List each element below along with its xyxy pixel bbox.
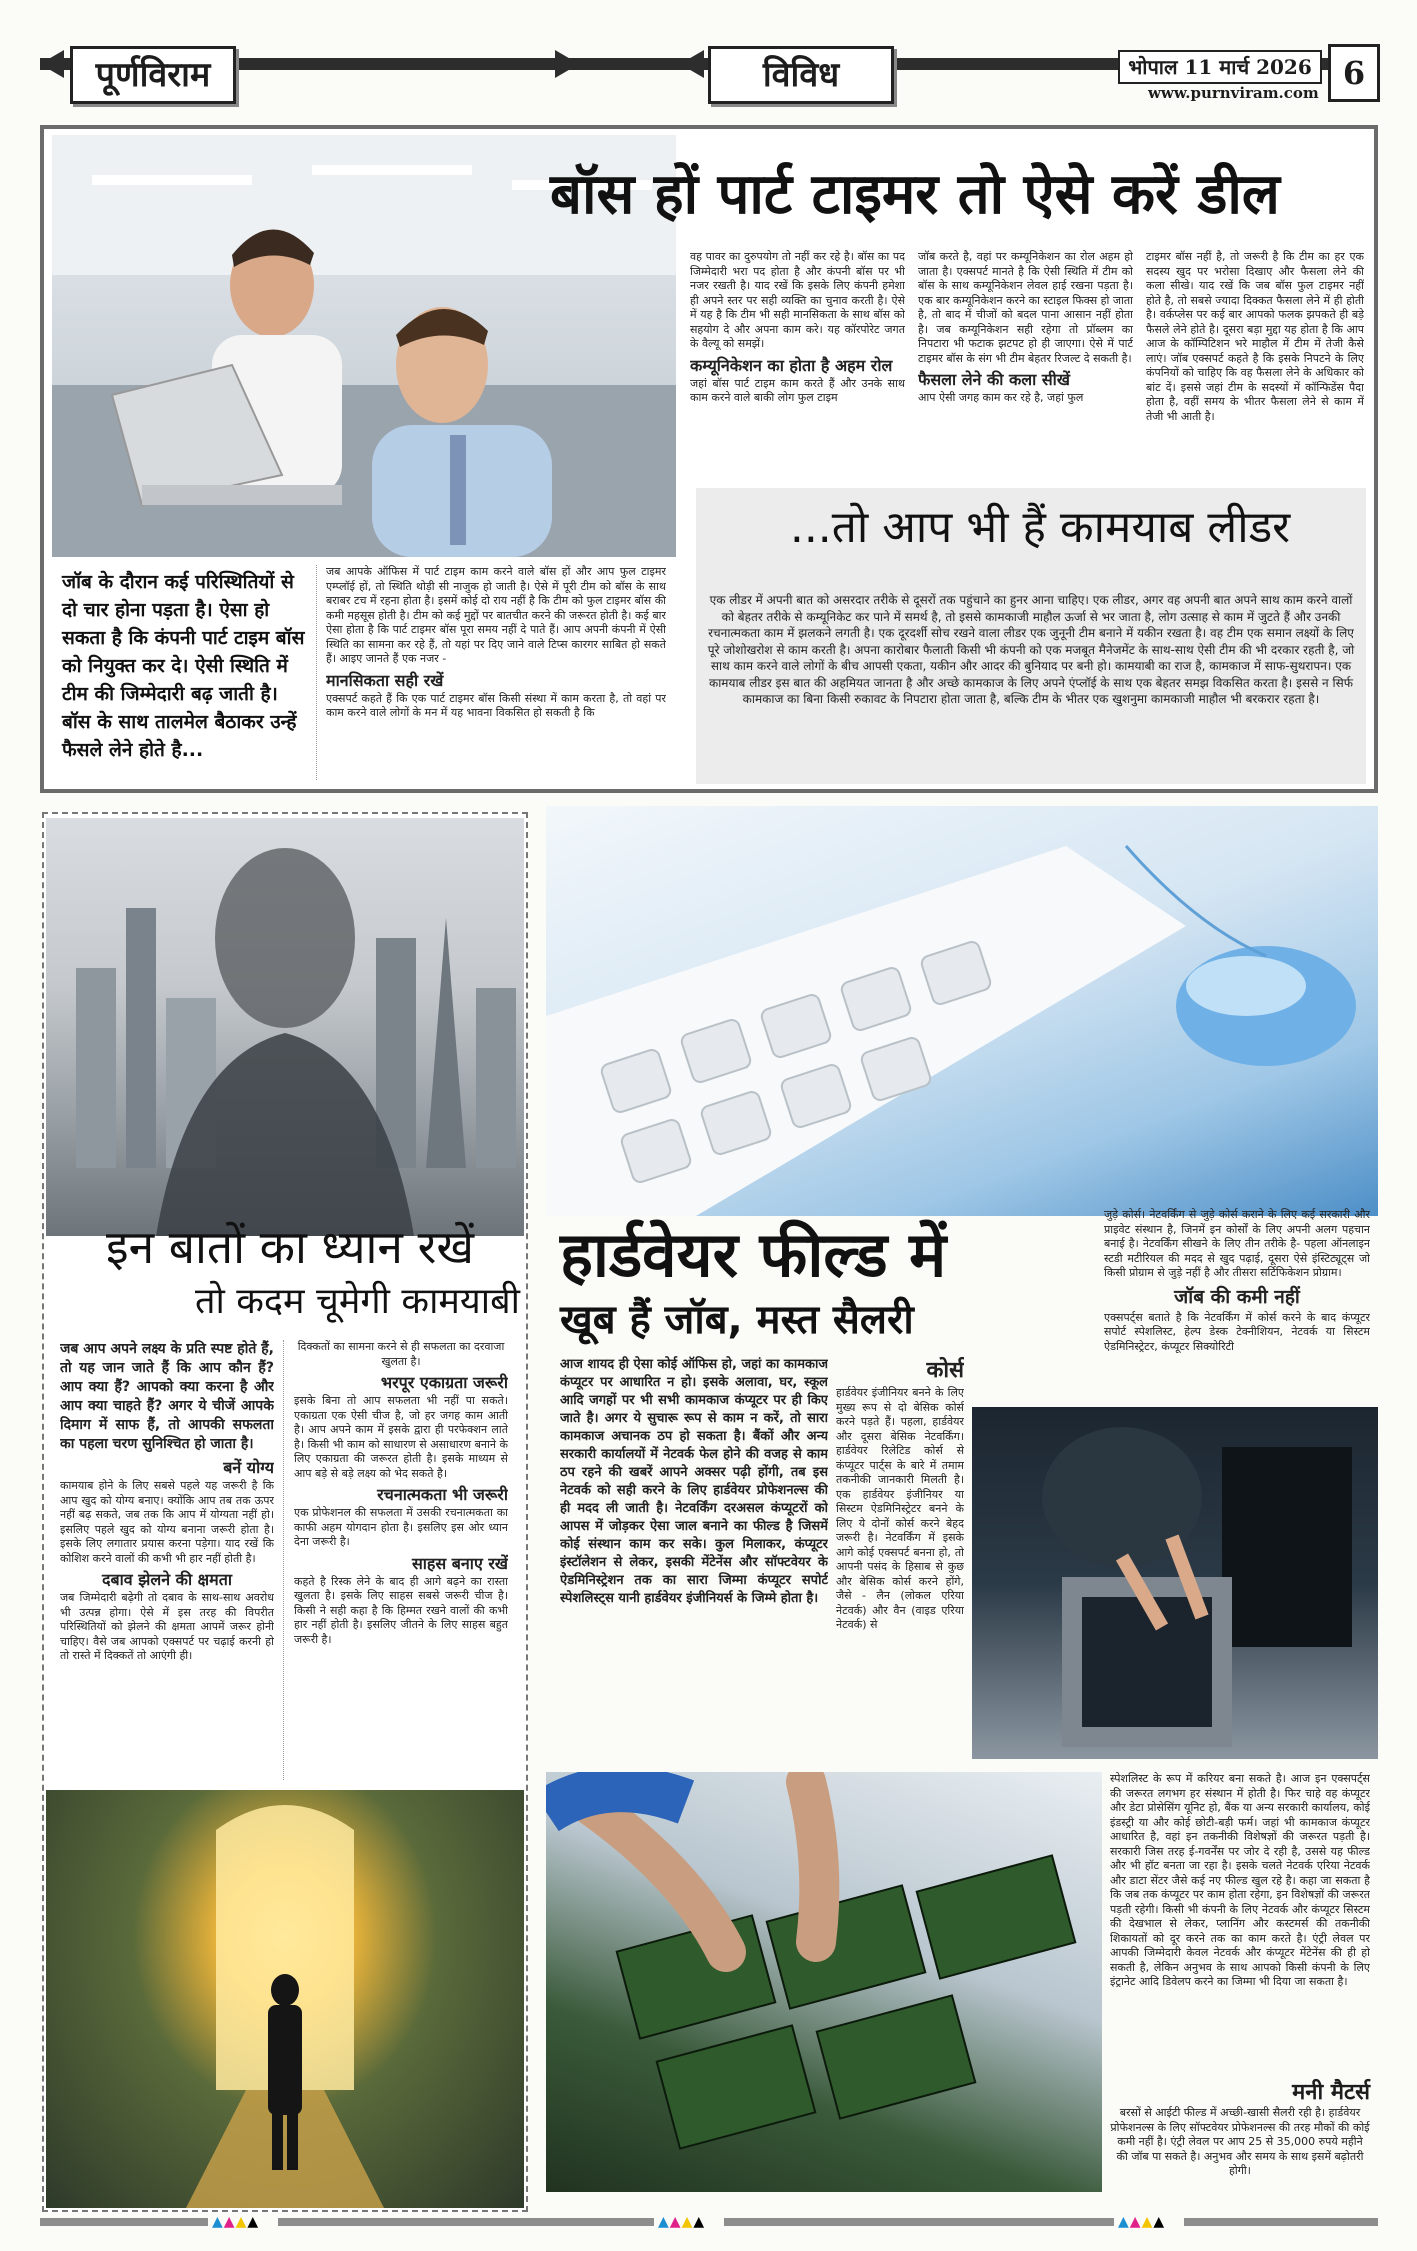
article1-col1 — [326, 565, 666, 785]
article4-jobs-text: एक्सपर्ट्स बताते है कि नेटवर्किंग में कोर्स करने के बाद कंप्यूटर सपोर्ट स्पेशलिस्ट, हेल्प डेस्क टेक्नीशियन, नेटवर्क या सिस्टम ऐडमिनिस्ट्रेटर, कंप्यूटर सिक्योरिटी — [1104, 1310, 1370, 1353]
city-skyline-photo — [46, 818, 524, 1236]
article4-right-bottom: स्पेशलिस्ट के रूप में करियर बना सकते है। आज इन एक्सपर्ट्स की जरूरत लगभग हर संस्थान में होती है। फिर चाहे वह कंप्यूटर और डेटा प्रोसेसिंग यूनिट हो, बैंक या अन्य सरकारी कार्यालय, कोई इंडस्ट्री या और कोई छोटी-बड़ी फर्म। जहां भी कामकाज कंप्यूटर आधारित है, वहां इन तकनीकी विशेषज्ञों की जरूरत पड़ती है। सरकारी जिस तरह ई-गवर्नेंस पर जोर दे रही है, उससे यह फील्ड और भी हॉट बनता जा रहा है। इसके चलते नेटवर्क एरिया नेटवर्क और डाटा सेंटर जैसे कई नए फील्ड खुल रहे है। कहा जा सकता है कि जब तक कंप्यूटर पर काम होता रहेगा, इन विशेषज्ञों की जरूरत पड़ती रहेगी। किसी भी कंपनी के लिए नेटवर्क और कंप्यूटर सिस्टम की देखभाल से लेकर, प्लानिंग और कस्टमर्स की तकनीकी शिकायतों को दूर करने तक का काम करते है। एंट्री लेवल पर आपकी जिम्मेदारी केवल नेटवर्क और कंप्यूटर मेंटेनेंस की ही हो सकती है, लेकिन अनुभव के साथ आपको किसी कंपनी के लिए इंट्रानेट आदि डिवेलप करने का जिम्मा भी दिया जा सकता है। — [1110, 1772, 1370, 1988]
article3-text5: कहते है रिस्क लेने के बाद ही आगे बढ़ने का रास्ता खुलता है। इसके लिए साहस सबसे जरूरी चीज है। किसी ने सही कहा है कि हिम्मत रखने वालों की कभी हार नहीं होती है। इसलिए जीतने के लिए साहस बहुत जरूरी है। — [294, 1574, 508, 1646]
article4-subhead-jobs: जॉब की कमी नहीं — [1174, 1285, 1300, 1308]
article1-col4-text: टाइमर बॉस नहीं है, तो जरूरी है कि टीम का हर एक सदस्य खुद पर भरोसा दिखाए और फैसला लेने की कला सीखे। याद रखें कि जब बॉस फुल टाइमर नहीं होते है, तो सबसे ज्यादा दिक्कत फैसला लेने में ही होती है। वर्कप्लेस पर कई बार आपको फलक झपकते ही बड़े फैसले लेने होते है। दूसरा बड़ा मुद्दा यह होता है कि आप आज के कॉम्पिटिशन भरे माहौल में टीम में तेजी कैसे लाएं। जॉब एक्सपर्ट कहते है कि इसके निपटने के लिए कंपनियों को चाहिए कि वह फैसला लेने के अधिकार को बांट दें। इससे जहां टीम के सदस्यों में कॉन्फिडेंस पैदा होता है, वहीं समय के भीतर फैसला लेने से काम में तेजी भी आती है। — [1146, 250, 1364, 423]
article3-text3: इसके बिना तो आप सफलता भी नहीं पा सकते। एकाग्रता एक ऐसी चीज है, जो हर जगह काम आती है। आप अपने काम में इसके द्वारा ही परफेक्शन लाते है। किसी भी काम को साधारण से असाधारण बनाने के लिए एकाग्रता की जरूरत होती है। इसके माध्यम से आप बड़े से बड़े लक्ष्य को भेद सकते है। — [294, 1394, 508, 1480]
registration-marks: ▲▲▲▲ — [1118, 2214, 1166, 2230]
article4-right-top — [1104, 1208, 1370, 1398]
article1-col1-text2: एक्सपर्ट कहते हैं कि एक पार्ट टाइमर बॉस किसी संस्था में काम करता है, तो वहां पर काम करने वाले लोगों के मन में यह भावना विकसित हो सकती है कि — [326, 691, 666, 719]
article1-col4 — [1146, 250, 1364, 486]
footer-rule — [40, 2218, 208, 2226]
keyboard-photo — [546, 806, 1378, 1216]
article3-subhead1: बनें योग्य — [223, 1458, 274, 1477]
article4-right-text-top: जुड़े कोर्स। नेटवर्किंग से जुड़े कोर्स कराने के लिए कई सरकारी और प्राइवेट संस्थान है, जिनमें इन कोर्सों के लिए अपनी अलग पहचान बनाई है। नेटवर्किंग सीखने के लिए तीन तरीके है- पहला ऑनलाइन स्टडी मटीरियल की मदद से खुद पढ़ाई, दूसरा ऐसे इंस्टिट्यूट्स जो किसी प्रोग्राम से जुड़े नहीं है और तीसरा सर्टिफिकेशन प्रोग्राम। — [1104, 1208, 1370, 1279]
article4-headline-line2: खूब हैं जॉब, मस्त सैलरी — [560, 1297, 914, 1343]
computer-repair-photo — [972, 1407, 1378, 1759]
article1-col3-subhead: फैसला लेने की कला सीखें — [918, 370, 1070, 389]
footer-rule — [1184, 2218, 1378, 2226]
doorway-photo — [46, 1790, 524, 2208]
article3-text2: जब जिम्मेदारी बढ़ेगी तो दबाव के साथ-साथ अवरोध भी उत्पन्न होगा। ऐसे में इस तरह की विपरीत परिस्थितियों को झेलने की क्षमता आपमें जरूर होनी चाहिए। वैसे जब आपको एक्सपर्ट पर चढ़ाई करनी हो तो रास्ते में दिक्कतें तो आएंगी ही। — [60, 1591, 274, 1662]
article3-col2 — [294, 1340, 508, 1785]
keyboard-illustration — [546, 806, 1378, 1216]
masthead-arrow-left — [40, 50, 64, 78]
website-link[interactable]: www.purnviram.com — [1148, 84, 1319, 102]
article3-col1 — [60, 1340, 274, 1785]
column-rule — [283, 1340, 284, 1780]
article1-headline: बॉस हों पार्ट टाइमर तो ऐसे करें डील — [550, 162, 1280, 227]
masthead-arrow-right — [555, 50, 579, 78]
article1-col1-text: जब आपके ऑफिस में पार्ट टाइम काम करने वाले बॉस हों और आप फुल टाइमर एम्प्लॉई हों, तो स्थिति थोड़ी सी नाजुक हो जाती है। ऐसे में पूरी टीम को बॉस के साथ बराबर टच में रहना होता है। इसमें कोई दो राय नहीं है कि टीम को फुल टाइमर बॉस की कमी महसूस होती है। टीम को कई मुद्दों पर बातचीत करने की जरूरत होती है। कई बार ऐसा होता है कि पार्ट टाइमर बॉस पूरा समय नहीं दे पाते हैं। आप अपनी कंपनी में ऐसी स्थिति का सामना कर रहे हैं, तो यहां पर दिए जाने वाले टिप्स कारगर साबित हो सकते हैं। आइए जानते हैं एक नजर - — [326, 565, 666, 665]
column-rule — [316, 565, 317, 780]
article4-money-text: बरसों से आईटी फील्ड में अच्छी-खासी सैलरी रही है। हार्डवेयर प्रोफेशनल्स के लिए सॉफ्टवेयर प्रोफेशनल्स की तरह मौकों की कोई कमी नहीं है। एंट्री लेवल पर आप 25 से 35,000 रुपये महीने की जॉब पा सकते है। अनुभव और समय के साथ इसमें बढ़ोतरी होगी। — [1110, 2106, 1370, 2177]
circuit-boards-photo — [546, 1772, 1102, 2192]
article3-subhead5: साहस बनाए रखें — [411, 1553, 508, 1573]
article3-subhead2: दबाव झेलने की क्षमता — [102, 1570, 232, 1589]
article3-subhead4: रचनात्मकता भी जरूरी — [377, 1485, 508, 1504]
article1-col3-text: जॉब करते है, वहां पर कम्यूनिकेशन का रोल अहम हो जाता है। एक्सपर्ट मानते है कि ऐसी स्थिति में टीम को बॉस के साथ कम्यूनिकेशन लेवल हाई रखना पड़ता है। एक बार कम्यूनिकेशन करने का स्टाइल फिक्स हो जाता है, तो बाद में चीजों को बदल पाना आसान नहीं होता है। जब कम्यूनिकेशन सही रहेगा तो प्रॉब्लम का निपटारा भी फटाक झटपट हो ही जाएगा। ऐसे में पार्ट टाइमर बॉस के संग भी टीम बेहतर रिजल्ट दे सकती है। — [918, 250, 1133, 365]
boards-illustration — [546, 1772, 1102, 2192]
article1-col1-subhead: मानसिकता सही रखें — [326, 670, 444, 690]
doorway-illustration — [46, 1790, 524, 2208]
article3-subhead3: भरपूर एकाग्रता जरूरी — [380, 1373, 508, 1392]
footer-rule — [278, 2218, 654, 2226]
article3-col2-top: दिक्कतों का सामना करने से ही सफलता का दरवाजा खुलता है। — [297, 1340, 505, 1368]
article1-col2-text: वह पावर का दुरुपयोग तो नहीं कर रहे है। बॉस का पद जिम्मेदारी भरा पद होता है और कंपनी बॉस पर भी नजर रखती है। याद रखें कि इसके लिए कंपनी हमेशा ही अपने स्तर पर सही व्यक्ति का चुनाव करती है। ऐसे में यह है कि टीम भी सही मानसिकता के साथ बॉस को सहयोग दे और अपना काम करे। यह कॉरपोरेट जगत के वैल्यू को समझें। — [690, 250, 905, 350]
article3-headline-line1: इन बातों का ध्यान रखें — [105, 1220, 475, 1274]
brand-logo[interactable]: पूर्णविराम — [70, 46, 236, 104]
article4-subhead-money: मनी मैटर्स — [1292, 2080, 1370, 2105]
article4-intro: आज शायद ही ऐसा कोई ऑफिस हो, जहां का कामकाज कंप्यूटर पर आधारित न हो। इसके अलावा, घर, स्कूल आदि जगहों पर भी सभी कामकाज कंप्यूटर पर ही किए जाते है। अगर ये सुचारू रूप से काम न करें, तो सारा कामकाज अचानक ठप हो सकता है। बैंकों और अन्य सरकारी कार्यालयों में नेटवर्क फेल होने की वजह से काम ठप रहने की खबरें आपने अक्सर पढ़ी होंगी, तब इस नेटवर्क को सही करने के लिए हार्डवेयर प्रोफेशनल्स की ही मदद ली जाती है। नेटवर्किंग दरअसल कंप्यूटरों को आपस में जोड़कर ऐसा जाल बनाने का फील्ड है जिसमें कोई संस्थान काम कर सके। कुल मिलाकर, कंप्यूटर इंस्टॉलेशन से लेकर, इसकी मेंटेनेंस और सॉफ्टवेयर के ऐडमिनिस्ट्रेशन तक का सारा जिम्मा कंप्यूटर सपोर्ट स्पेशलिस्ट्स यानी हार्डवेयर इंजीनियर्स के जिम्मे होता है। — [560, 1357, 828, 1606]
article3-intro: जब आप अपने लक्ष्य के प्रति स्पष्ट होते हैं, तो यह जान जाते हैं कि आप कौन हैं? आप क्या हैं? आपको क्या करना है और आप क्या चाहते हैं? अगर ये चीजें आपके दिमाग में साफ हैं, तो आपकी सफलता का पहला चरण सुनिश्चित हो जाता है। — [60, 1341, 274, 1452]
registration-marks: ▲▲▲▲ — [658, 2214, 706, 2230]
article3-text1: कामयाब होने के लिए सबसे पहले यह जरूरी है कि आप खुद को योग्य बनाए। क्योंकि आप तब तक ऊपर नहीं बढ़ सकते, जब तक कि आप में योग्यता नहीं हो। इसलिए पहले खुद को योग्य बनाना जरूरी होता है। इसके लिए लगातार प्रयास करना पड़ेगा। याद रखें कि कोशिश करने वालों की कभी भी हार नहीं होती है। — [60, 1479, 274, 1565]
article3-headline-line2: तो कदम चूमेगी कामयाबी — [194, 1281, 520, 1322]
article4-course-text: हार्डवेयर इंजीनियर बनने के लिए मुख्य रूप से दो बेसिक कोर्स करने पड़ते हैं। पहला, हार्डवेयर और दूसरा बेसिक नेटवर्किंग। हार्डवेयर रिलेटिड कोर्स से कंप्यूटर पार्ट्स के बारे में तमाम तकनीकी जानकारी मिलती है। एक हार्डवेयर इंजीनियर या सिस्टम ऐडमिनिस्ट्रेटर बनने के लिए ये दोनों कोर्स करने बेहद जरूरी है। नेटवर्किंग में इसके आगे कोई एक्सपर्ट बनना हो, तो आपनी पसंद के हिसाब से कुछ और बेसिक कोर्स करने होंगे, जैसे - लैन (लोकल एरिया नेटवर्क) और वैन (वाइड एरिया नेटवर्क) से — [836, 1386, 964, 1631]
article1-col3 — [918, 250, 1133, 482]
dateline: भोपाल 11 मार्च 2026 — [1118, 50, 1322, 84]
masthead-arrow-left-2 — [680, 50, 704, 78]
article1-col2 — [690, 250, 905, 482]
article1-teaser: जॉब के दौरान कई परिस्थितियों से दो चार होना पड़ता है। ऐसा हो सकता है कि कंपनी पार्ट टाइम बॉस को नियुक्त कर दे। ऐसी स्थिति में टीम की जिम्मेदारी बढ़ जाती है। बॉस के साथ तालमेल बैठाकर उन्हें फैसले लेने होते है... — [62, 571, 305, 761]
registration-marks: ▲▲▲▲ — [212, 2214, 260, 2230]
article4-subhead-course: कोर्स — [926, 1358, 964, 1383]
page-number: 6 — [1328, 44, 1380, 102]
section-title: विविध — [708, 46, 894, 104]
skyline-illustration — [46, 818, 524, 1236]
article2-headline: ...तो आप भी हैं कामयाब लीडर — [789, 502, 1291, 553]
article1-col3-text2: आप ऐसी जगह काम कर रहे है, जहां फुल — [918, 391, 1084, 404]
article4-headline-line1: हार्डवेयर फील्ड में — [560, 1218, 947, 1291]
repair-illustration — [972, 1407, 1378, 1759]
article1-col2-text2: जहां बॉस पार्ट टाइम काम करते हैं और उनके साथ काम करने वाले बाकी लोग फुल टाइम — [690, 376, 905, 404]
article2-body: एक लीडर में अपनी बात को असरदार तरीके से दूसरों तक पहुंचाने का हुनर आना चाहिए। एक लीडर, अगर वह अपनी बात अपने साथ काम करने वालों को बेहतर तरीके से कम्यूनिकेट कर पाने में समर्थ है, तो इससे कामकाजी माहौल ऊर्जा से भर जाता है, लोग उत्साह से काम में जुटते हैं और उनकी रचनात्मकता काम में झलकने लगती है। एक दूरदर्शी सोच रखने वाला लीडर एक जुनूनी टीम बनाने में यकीन रखता है। वह टीम एक समान लक्ष्यों के लिए पूरे जोशोखरोश से काम करती है। अपना कारोबार फैलाती किसी भी कंपनी को एक मजबूत मैनेजमेंट के साथ-साथ ऐसी टीम की भी दरकार रहती है, जो साथ काम करने वाले लोगों के बीच आपसी एकता, यकीन और आदर की बुनियाद पर बनी हो। कामयाबी का राज है, कामकाज में साफ-सुथरापन। एक कामयाब लीडर इस बात की अहमियत जानता है और अच्छे कामकाज के लिए अपने एंप्लॉई के साथ एक बेहतर समझ विकसित करता है। इससे न सिर्फ कामकाज का बिना किसी रुकावट के निपटारा होता जाता है, बल्कि टीम के भीतर एक खुशनुमा कामकाजी माहौल भी बरकरार रहता है। — [707, 593, 1355, 706]
article1-col2-subhead: कम्यूनिकेशन का होता है अहम रोल — [690, 355, 893, 375]
article4-course — [836, 1354, 964, 1766]
footer-rule — [724, 2218, 1114, 2226]
article3-text4: एक प्रोफेशनल की सफलता में उसकी रचनात्मकता का काफी अहम योगदान होता है। इसलिए इस ओर ध्यान देना जरूरी है। — [294, 1506, 508, 1548]
